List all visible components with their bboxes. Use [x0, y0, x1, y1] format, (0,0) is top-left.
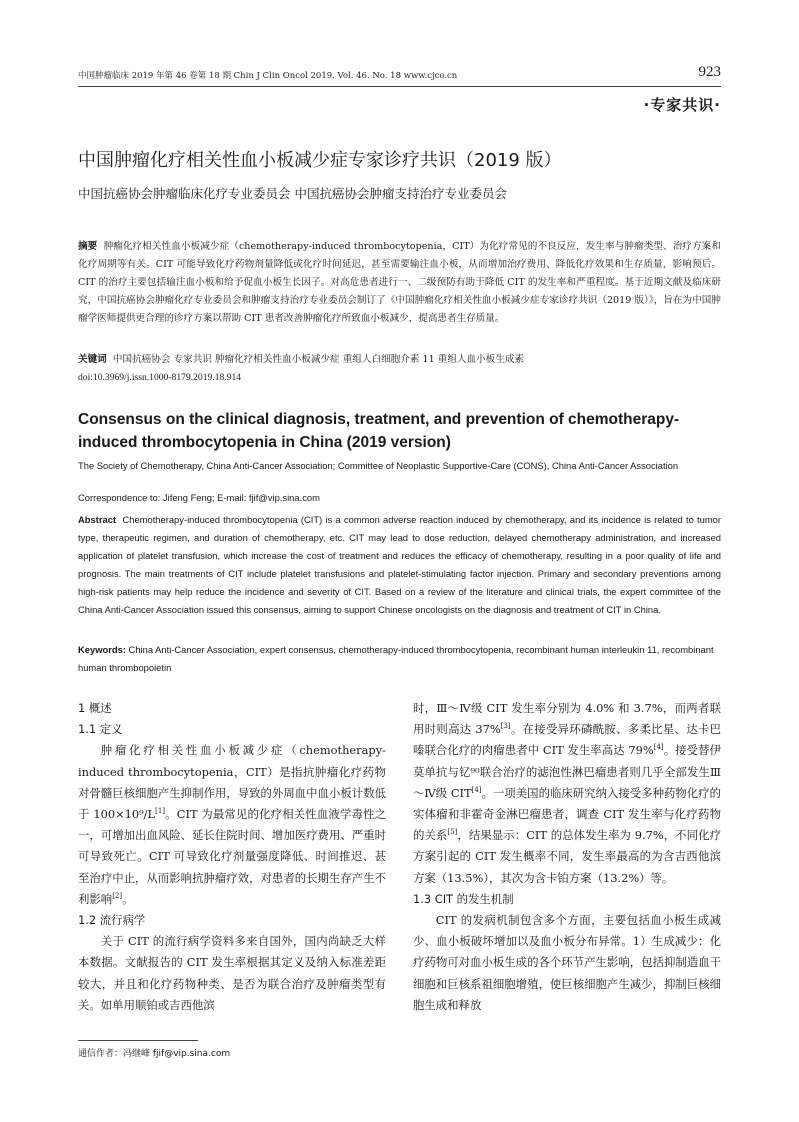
paragraph-epidemiology: 关于 CIT 的流行病学资料多来自国外，国内尚缺乏大样本数据。文献报告的 CIT 发生率根据其定义及纳入标准差距较大，并且和化疗药物种类、是否为联合治疗及肿瘤类型有关。如单用顺铂或吉西他滨 — [78, 934, 386, 1012]
body-column-right — [413, 698, 721, 1016]
english-abstract-text: Chemotherapy-induced thrombocytopenia (CIT) is a common adverse reaction induced by chemotherapy, and its incidence is related to tumor type, therapeutic regimen, and duration of chemotherapy, etc. CIT may lead to dose reduction, delayed chemotherapy administration, and increased application of platelet transfusion, which increase the cost of treatment and reduces the efficacy of chemotherapy, resulting in a poor quality of life and prognosis. The main treatments of CIT include platelet transfusions and platelet-stimulating factor injection. Primary and secondary preventions among high-risk patients may help reduce the incidence and severity of CIT. Based on a review of the literature and clinical trials, the expert committee of the China Anti-Cancer Association issued this consensus, aiming to support Chinese oncologists on the diagnosis and treatment of CIT in China. — [78, 514, 721, 616]
chinese-title: 中国肿瘤化疗相关性血小板减少症专家诊疗共识（2019 版） — [78, 150, 562, 171]
chinese-keywords-text: 中国抗癌协会 专家共识 肿瘤化疗相关性血小板减少症 重组人白细胞介素 11 重组人血小板生成素 — [112, 354, 525, 365]
body-column-left — [78, 698, 386, 1016]
english-keywords — [78, 641, 721, 677]
paragraph-definition: 肿瘤化疗相关性血小板减少症（chemotherapy-induced thrombocytopenia，CIT）是指抗肿瘤化疗药物对骨髓巨核细胞产生抑制作用，导致的外周血中血小板计数低于 100×10⁹/L[1]。CIT 为最常见的化疗相关性血液学毒性之一，可增加出血风险、延长住院时间、增加医疗费用、严重时可导致死亡。CIT 可导致化疗剂量强度降低、时间推迟、甚至治疗中止，从而影响抗肿瘤疗效，对患者的长期生存产生不利影响[2]。 — [78, 743, 387, 906]
header-rule — [78, 86, 721, 87]
english-keywords-text: China Anti-Cancer Association, expert consensus, chemotherapy-induced thrombocytopenia, recombinant human interleukin 11, recombinant human thrombopoietin — [78, 644, 714, 673]
english-correspondence: Correspondence to: Jifeng Feng; E-mail: fjif@vip.sina.com — [78, 492, 320, 503]
english-abstract-label: Abstract — [78, 514, 117, 525]
running-header — [78, 64, 721, 84]
citation-ref: [4] — [653, 743, 664, 752]
paragraph-mechanism: CIT 的发病机制包含多个方面，主要包括血小板生成减少、血小板破坏增加以及血小板分布异常。1）生成减少：化疗药物可对血小板生成的各个环节产生影响，包括抑制造血干细胞和巨核系祖细胞增殖，使巨核细胞产生减少，抑制巨核细胞生成和释放 — [413, 913, 721, 1012]
citation-ref: [1] — [155, 807, 166, 816]
citation-ref: [2] — [112, 892, 123, 901]
citation-ref: [5] — [447, 828, 458, 837]
chinese-abstract — [78, 238, 721, 328]
chinese-keywords — [78, 351, 721, 369]
paragraph-epidemiology-continued: 时，Ⅲ～Ⅳ级 CIT 发生率分别为 4.0% 和 3.7%，而两者联用时则高达 37%[3]。在接受异环磷酰胺、多柔比星、达卡巴嗪联合化疗的肉瘤患者中 CIT 发生率高达 79%[4]。接受替伊莫单抗与钇⁹⁰联合治疗的滤泡性淋巴瘤患者则几乎全部发生Ⅲ～Ⅳ级 CIT[4]。一项美国的临床研究纳入接受多种药物化疗的实体瘤和非霍奇金淋巴瘤患者，调查 CIT 发生率与化疗药物的关系[5]，结果显示：CIT 的总体发生率为 9.7%，不同化疗方案引起的 CIT 发生概率不同，发生率最高的为含吉西他滨方案（13.5%），其次为含卡铂方案（13.2%）等。 — [413, 701, 721, 885]
english-abstract — [78, 511, 721, 620]
english-title: Consensus on the clinical diagnosis, treatment, and prevention of chemotherapy-induced thrombocytopenia in China (2019 version) — [78, 411, 680, 451]
chinese-authors: 中国抗癌协会肿瘤临床化疗专业委员会 中国抗癌协会肿瘤支持治疗专业委员会 — [78, 186, 507, 201]
english-keywords-label: Keywords: — [78, 644, 126, 655]
footnote-rule — [78, 1040, 198, 1041]
section-heading-epidemiology: 1.2 流行病学 — [78, 913, 146, 928]
citation-ref: [3] — [500, 722, 511, 731]
english-affiliation: The Society of Chemotherapy, China Anti-Cancer Association; Committee of Neoplastic Supportive-Care (CONS), China Anti-Cancer Association — [78, 460, 679, 471]
citation-ref: [4] — [471, 786, 482, 795]
chinese-abstract-label: 摘要 — [78, 241, 98, 252]
doi: doi:10.3969/j.issn.1000-8179.2019.18.914 — [78, 372, 242, 383]
corresponding-author-footnote: 通信作者：冯继峰 fjif@vip.sina.com — [78, 1049, 231, 1059]
section-heading-definition: 1.1 定义 — [78, 722, 123, 737]
chinese-abstract-text: 肿瘤化疗相关性血小板减少症（chemotherapy-induced thrombocytopenia，CIT）为化疗常见的不良反应，发生率与肿瘤类型、治疗方案和化疗周期等有关。CIT 可能导致化疗药物剂量降低或化疗时间延迟，甚至需要输注血小板，从而增加治疗费用、降低化疗效果和生存质量，影响预后。CIT 的治疗主要包括输注血小板和给予促血小板生长因子。对高危患者进行一、二级预防有助于降低 CIT 的发生率和严重程度。基于近期文献及临床研究，中国抗癌协会肿瘤化疗专业委员会和肿瘤支持治疗专业委员会制订了《中国肿瘤化疗相关性血小板减少症专家诊疗共识（2019 版）》，旨在为中国肿瘤学医师提供更合理的诊疗方案以帮助 CIT 患者改善肿瘤化疗所致血小板减少，提高患者生存质量。 — [78, 241, 721, 324]
journal-citation: 中国肿瘤临床 2019 年第 46 卷第 18 期 Chin J Clin Oncol 2019. Vol. 46. No. 18 www.cjco.cn — [78, 71, 458, 81]
chinese-keywords-label: 关键词 — [78, 354, 107, 365]
section-tag: ·专家共识· — [643, 96, 721, 114]
section-heading-overview: 1 概述 — [78, 701, 112, 715]
page-number: 923 — [698, 64, 721, 80]
section-heading-mechanism: 1.3 CIT 的发生机制 — [413, 891, 514, 906]
